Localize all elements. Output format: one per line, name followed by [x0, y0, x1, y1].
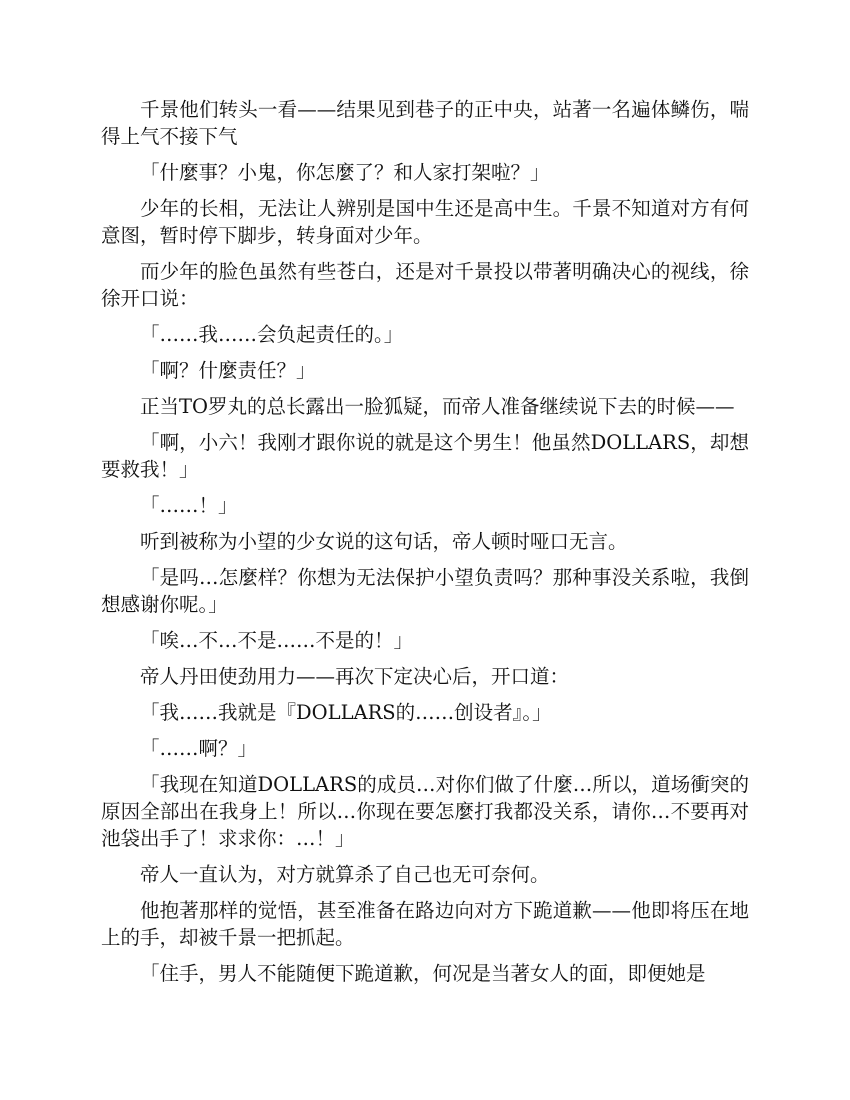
paragraph-9: 「……！」 — [140, 494, 238, 517]
paragraph-3: 少年的长相，无法让人辨别是国中生还是高中生。千景不知道对方有何意图，暂时停下脚步，转身面对少年。 — [101, 197, 749, 247]
paragraph-15: 「……啊？」 — [140, 737, 258, 760]
paragraph-8: 「啊，小六！我刚才跟你说的就是这个男生！他虽然DOLLARS，却想要救我！」 — [101, 431, 749, 481]
paragraph-10: 听到被称为小望的少女说的这句话，帝人顿时哑口无言。 — [140, 530, 628, 553]
paragraph-2: 「什麼事？小鬼，你怎麼了？和人家打架啦？」 — [140, 161, 550, 184]
paragraph-18: 他抱著那样的觉悟，甚至准备在路边向对方下跪道歉——他即将压在地上的手，却被千景一把抓起。 — [101, 899, 749, 949]
paragraph-16: 「我现在知道DOLLARS的成员…对你们做了什麼…所以，道场衝突的原因全部出在我身上！所以…你现在要怎麼打我都没关系，请你…不要再对池袋出手了！求求你：…！」 — [101, 773, 749, 850]
paragraph-13: 帝人丹田使劲用力——再次下定决心后，开口道： — [140, 665, 570, 688]
document-page — [101, 96, 749, 996]
paragraph-1: 千景他们转头一看——结果见到巷子的正中央，站著一名遍体鳞伤，喘得上气不接下气 — [101, 98, 749, 148]
paragraph-19: 「住手，男人不能随便下跪道歉，何况是当著女人的面，即便她是 — [140, 962, 706, 985]
paragraph-4: 而少年的脸色虽然有些苍白，还是对千景投以带著明确决心的视线，徐徐开口说： — [101, 260, 749, 310]
paragraph-6: 「啊？什麼责任？」 — [140, 359, 316, 382]
paragraph-11: 「是吗…怎麼样？你想为无法保护小望负责吗？那种事没关系啦，我倒想感谢你呢。」 — [101, 566, 749, 616]
paragraph-14: 「我……我就是『DOLLARS的……创设者』。」 — [140, 701, 552, 724]
paragraph-12: 「唉…不…不是……不是的！」 — [140, 629, 414, 652]
paragraph-7: 正当TO罗丸的总长露出一脸狐疑，而帝人准备继续说下去的时候—— — [140, 395, 735, 418]
paragraph-17: 帝人一直认为，对方就算杀了自己也无可奈何。 — [140, 863, 550, 886]
paragraph-5: 「……我……会负起责任的。」 — [140, 323, 404, 346]
